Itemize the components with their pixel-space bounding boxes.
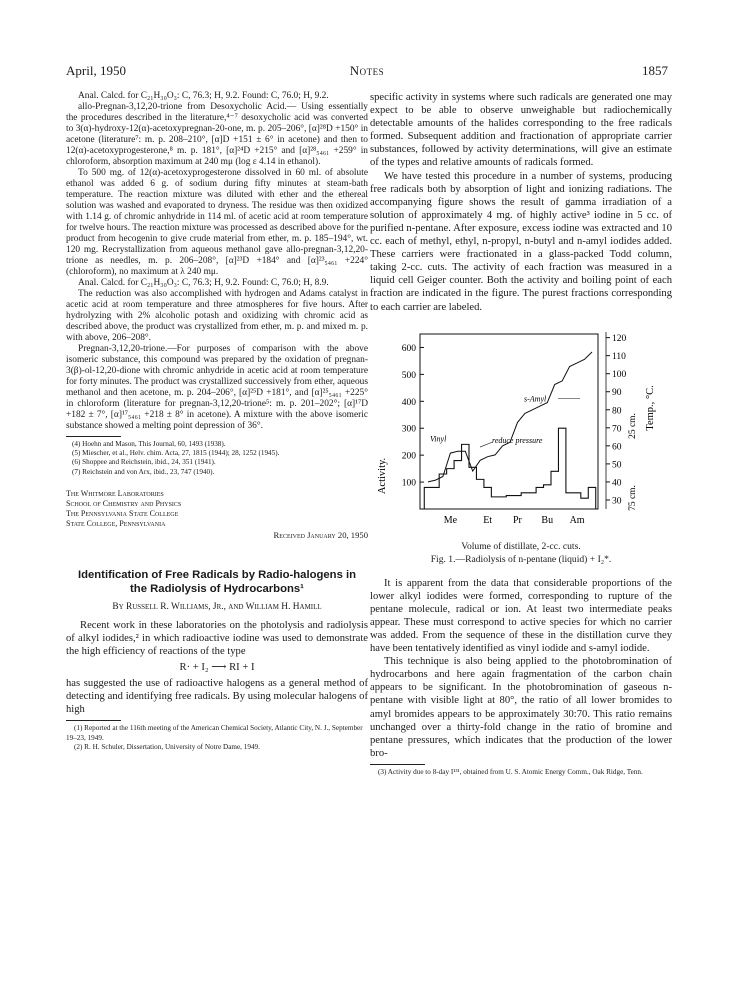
temp-tick-label: 50 — [612, 459, 622, 470]
intro-paragraph: Recent work in these laboratories on the photolysis and radiolysis of alkyl iodides,² in which radioactive iodine was used to demonstrate the high efficiency of reactions of the type — [66, 619, 368, 657]
right-column — [370, 91, 672, 777]
temp-tick-label: 120 — [612, 333, 627, 344]
activity-tick-label: 500 — [401, 370, 416, 381]
header-date: April, 1950 — [66, 63, 126, 78]
temp-tick-label: 80 — [612, 405, 622, 416]
scale-label-25cm: 25 cm. — [628, 412, 638, 439]
chart-annotations — [430, 394, 580, 447]
footnote-2: (2) R. H. Schuler, Dissertation, University of Notre Dame, 1949. — [74, 742, 260, 751]
temp-tick-label: 90 — [612, 387, 622, 398]
activity-tick-label: 400 — [401, 397, 416, 408]
activity-tick-label: 200 — [401, 451, 416, 462]
annotation-s-amyl: s-Amyl — [524, 393, 547, 403]
footnote-4: (4) Hoehn and Mason, This Journal, 60, 1493 (1938). — [72, 440, 226, 448]
footnote-6: (6) Shoppee and Reichstein, ibid., 24, 351 (1941). — [72, 458, 216, 467]
activity-tick-label: 300 — [401, 424, 416, 435]
x-category-label: Me — [443, 514, 458, 526]
reduce-pressure-arrow — [480, 442, 492, 447]
left-column — [66, 91, 368, 752]
analysis-paragraph-1: Anal. Calcd. for C₂₁H₃₀O₃: C, 76.3; H, 9.2. Found: C, 76.0; H, 9.2. — [78, 91, 329, 101]
temp-tick-label: 30 — [612, 496, 622, 507]
received-date: Received January 20, 1950 — [273, 529, 368, 540]
footnote-1: (1) Reported at the 116th meeting of the American Chemical Society, Atlantic City, N. J., September 19–23, 1949. — [66, 724, 363, 742]
affiliation-line-2: School of Chemistry and Physics — [66, 498, 182, 508]
experiment-paragraph: We have tested this procedure in a number of systems, producing free radicals both by absorption of light and ionizing radiations. The accompanying figure shows the result of gamma irradiation of a solution of approximately 4 mg. of highly active³ iodine in 5 cc. of purified n-pentane. After exposure, excess iodine was extracted and 10 cc. each of methyl, ethyl, n-propyl, n-butyl and n-amyl iodides added. These carriers were fractionated in a glass-packed Todd column, taking 2-cc. cuts. The activity of each fraction was measured in a liquid cell Geiger counter. Both the activity and boiling point of each fraction are indicated in the figure. The purest fractions corresponding to each carrier are labeled. — [370, 170, 672, 313]
footnote-3: (3) Activity due to 8-day I¹³¹, obtained from U. S. Atomic Energy Comm., Oak Ridge, Tenn. — [378, 767, 643, 776]
allo-pregnan-paragraph: allo-Pregnan-3,12,20-trione from Desoxycholic Acid.— Using essentially the procedures described in the literature,⁴⁻⁷ desoxycholic acid was converted to 3(α)-hydroxy-12(α)-acetoxypregnan-20-one, m. p. 205–206°, [α]²⁸D +150° in acetone (literature⁷: m. p. 208–210°, [α]D +151 ± 6° in acetone) and then to 12(α)-acetoxyprogesterone,⁸ m. p. 181°, [α]²⁴D +215° and [α]²⁸₅₄₆₁ +259° in chloroform, absorption maximum at 240 mμ (log ε 4.14 in ethanol). — [66, 102, 368, 167]
header-page-number: 1857 — [642, 63, 668, 78]
footnote-rule-2 — [66, 720, 121, 721]
pregnan-trione-paragraph: Pregnan-3,12,20-trione.—For purposes of comparison with the above isomeric substance, this compound was prepared by the oxidation of pregnan-3(β)-ol-12,20-dione with chromic anhydride in acetic acid at room temperature for forty minutes. The product was crystallized successively from ether, aqueous methanol and then acetone, m. p. 204–206°, [α]²⁵D +181°, and [α]²⁵₅₄₆₁ +225° in chloroform (literature for pregnan-3,12,20-trione⁵: m. p. 201–202°; [α]¹⁷D +182 ± 7°, [α]¹⁷₅₄₆₁ +218 ± 8° in acetone). A mixture with the above isomeric substance showed a melting point depression of 36°. — [66, 344, 368, 431]
temp-tick-label: 40 — [612, 478, 622, 489]
temp-tick-label: 70 — [612, 423, 622, 434]
affiliation-line-1: The Whitmore Laboratories — [66, 488, 164, 498]
x-category-label: Et — [483, 514, 493, 526]
intro-paragraph-cont: has suggested the use of radioactive halogens as a general method of detecting and identifying free radicals. By using molecular halogens of high — [66, 678, 368, 716]
temp-tick-label: 110 — [612, 351, 626, 362]
temp-tick-label: 60 — [612, 441, 622, 452]
results-paragraph: It is apparent from the data that considerable proportions of the lower alkyl iodides were formed, corresponding to rupture of the pentane molecule, radical or ion. At least two intermediate peaks appear. These must correspond to active species for which no carrier was added. From the sequence of these in the distillation curve they have been tentatively identified as vinyl iodide and s-amyl iodide. — [370, 577, 672, 655]
annotation-vinyl: Vinyl — [430, 434, 447, 444]
y-axis-label-activity: Activity. — [377, 457, 388, 494]
affiliation — [66, 489, 368, 529]
technique-paragraph: This technique is also being applied to the photobromination of hydrocarbons and here again fragmentation of the carbon chain appears to be significant. In the photobromination of gaseous n-pentane with visible light at 80°, the ratio of all lower bromides to amyl bromides appears to be approximately 30:70. This ratio remains unchanged over a thirty-fold change in the ratio of bromine and pentane pressures, which indicates that the production of the lower bro- — [370, 656, 672, 759]
temp-tick-label: 100 — [612, 369, 627, 380]
footnote-rule — [66, 436, 121, 437]
analysis-paragraph-2: Anal. Calcd. for C₂₁H₃₀O₃: C, 76.3; H, 9.2. Found: C, 76.0; H, 8.9. — [78, 278, 329, 288]
x-category-label: Bu — [541, 514, 554, 526]
affiliation-line-3: The Pennsylvania State College — [66, 508, 179, 518]
temperature-curve — [428, 352, 592, 482]
footnote-7: (7) Reichstein and von Arx, ibid., 23, 747 (1940). — [72, 467, 215, 476]
left-axis-ticks — [402, 344, 424, 489]
x-category-labels — [444, 515, 585, 526]
y-axis-label-temp: Temp., °C. — [645, 384, 656, 431]
radiolysis-chart — [370, 326, 670, 541]
reduction-paragraph: The reduction was also accomplished with hydrogen and Adams catalyst in acetic acid at room temperature and three atmospheres for five hours. After hydrolyzing with 2% alcoholic potash and oxidizing with chromic acid as described above, the product was crystallized from ether, m. p. and mixed m. p. with above, 206–208°. — [66, 289, 368, 343]
header-section: Notes — [349, 63, 385, 78]
reaction-equation: R· + I₂ ⟶ RI + I — [179, 662, 255, 674]
procedure-paragraph: To 500 mg. of 12(α)-acetoxyprogesterone dissolved in 60 ml. of absolute ethanol was added 6 g. of sodium during fifty minutes at steam-bath temperature. The reaction mixture was diluted with ether and the ethereal solution was washed and evaporated to dryness. The residue was then oxidized with 1.14 g. of chromic anhydride in 114 ml. of acetic acid at room temperature for twelve hours. The reaction mixture was processed as described above for the product from hecogenin to give crude material from ether, m. p. 185–194°, wt. 120 mg. Recrystallization from aqueous methanol gave allo-pregnan-3,12,20-trione as needles, m. p. 206–208°, [α]²³D +184° and [α]²³₅₄₆₁ +224° (chloroform), no maximum at λ 240 mμ. — [66, 168, 368, 277]
authors: By Russell R. Williams, Jr., and William H. Hamill — [112, 601, 322, 612]
chart-series — [424, 352, 595, 509]
figure-x-label: Volume of distillate, 2-cc. cuts. — [461, 540, 581, 552]
chart-frame — [420, 332, 606, 509]
annotation-reduce-pressure: reduce pressure — [492, 435, 543, 445]
x-category-label: Am — [569, 514, 585, 526]
affiliation-line-4: State College, Pennsylvania — [66, 518, 166, 528]
method-paragraph: specific activity in systems where such radicals are generated one may expect to be able to observe unweighable but radiochemically detectable amounts of the halides corresponding to the free radicals formed. Subsequent addition and fractionation of appropriate carrier substances, followed by activity determinations, will give an estimate of the types and relative amounts of radicals formed. — [370, 92, 672, 169]
figure-caption: Fig. 1.—Radiolysis of n-pentane (liquid) + I₂*. — [430, 553, 612, 565]
x-category-label: Pr — [513, 514, 522, 526]
running-header — [66, 63, 668, 81]
article-title: Identification of Free Radicals by Radio-halogens in the Radiolysis of Hydrocarbons¹ — [77, 568, 357, 595]
scale-label-75cm: 75 cm. — [628, 484, 638, 511]
footnote-5: (5) Miescher, et al., Helv. chim. Acta, 27, 1815 (1944); 28, 1252 (1945). — [72, 449, 280, 458]
right-axis-ticks — [606, 334, 627, 506]
plot-border — [420, 334, 598, 509]
activity-tick-label: 100 — [401, 478, 416, 489]
activity-tick-label: 600 — [401, 343, 416, 354]
footnote-rule-3 — [370, 764, 425, 765]
figure-1 — [370, 326, 672, 541]
